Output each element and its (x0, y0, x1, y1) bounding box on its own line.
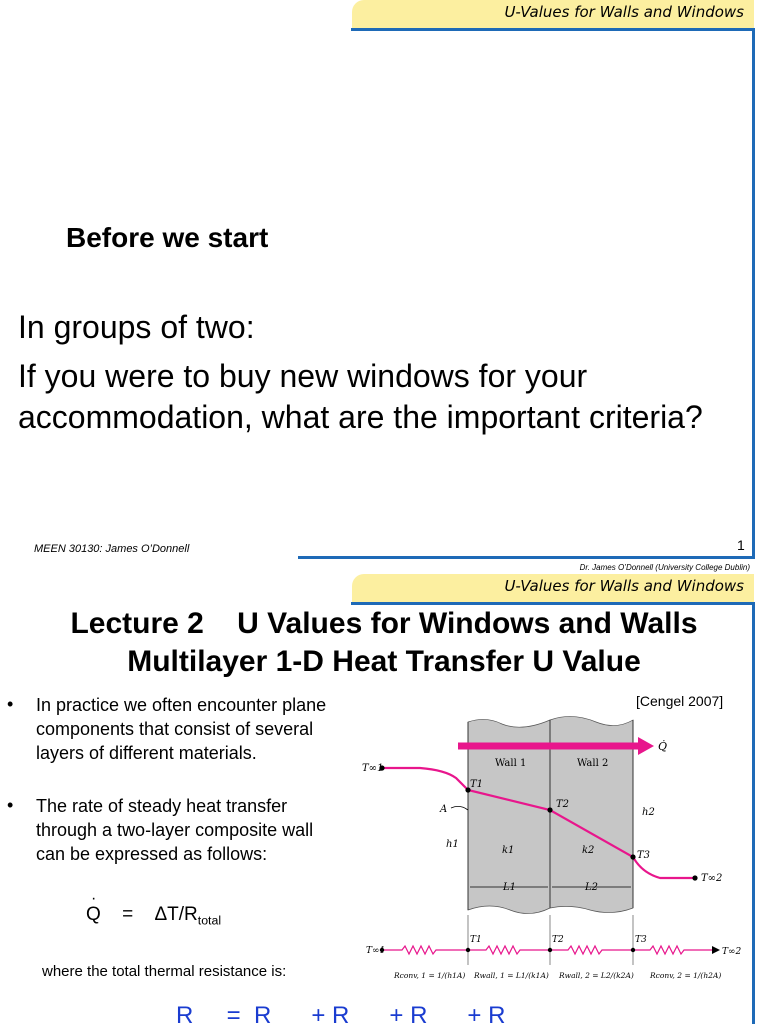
slide-2-title-line-1: Lecture 2 U Values for Windows and Walls (70, 607, 698, 640)
slide-1-prompt-line-2a: If you were to buy new windows for your (18, 358, 588, 394)
slide-1-page-number: 1 (737, 537, 745, 553)
resistance-caption: where the total thermal resistance is: (42, 963, 287, 980)
slide-1-top-rule (351, 28, 755, 31)
bullet-2-line-1: The rate of steady heat transfer (36, 796, 288, 816)
network-end-arrow (712, 946, 720, 954)
heat-rate-label: Q̇ (658, 740, 668, 753)
equation-rhs: ΔT/R (154, 904, 198, 925)
q-dot-symbol (86, 890, 106, 925)
r-conv-2-label: Rconv, 2 = 1/(h2A) (650, 971, 722, 980)
slide-2-top-rule (351, 602, 755, 605)
wall-1-label: Wall 1 (495, 758, 527, 769)
network-t-inf-2: T∞2 (722, 947, 742, 957)
bullet-marker-2: • (7, 795, 14, 815)
q-dot-accent: · (91, 890, 97, 907)
network-t3: T3 (635, 935, 647, 945)
bullet-1-line-3: layers of different materials. (36, 743, 257, 763)
slide-1-right-rule (752, 28, 755, 558)
h2-label: h2 (642, 807, 655, 818)
bullet-1-line-1: In practice we often encounter plane (36, 695, 327, 715)
citation: [Cengel 2007] (636, 693, 724, 709)
thermal-resistance-network (382, 946, 712, 954)
slide-1-heading: Before we start (66, 222, 269, 253)
r-wall-2-label: Rwall, 2 = L2/(k2A) (559, 971, 634, 980)
slide-1-footer-course: MEEN 30130: James O’Donnell (34, 543, 190, 555)
t-inf-2-point (692, 875, 697, 880)
network-node-t2 (548, 948, 552, 952)
network-t-inf-1: T∞1 (366, 946, 386, 956)
bullet-2-line-3: can be expressed as follows: (36, 844, 268, 864)
equation-q: Q (86, 904, 101, 925)
bullet-1-line-2: components that consist of several (36, 719, 314, 739)
equation-rhs-subscript: total (197, 913, 222, 928)
t2-label: T2 (556, 799, 570, 810)
equation-equals: = (122, 904, 134, 925)
network-node-t1 (466, 948, 470, 952)
slide-1-bottom-rule (298, 556, 755, 559)
t-inf-1-label: T∞1 (362, 763, 384, 774)
t3-point (630, 854, 635, 859)
slide-1-prompt-line-2b: accommodation, what are the important criteria? (18, 399, 703, 435)
slide-2-header-title: U-Values for Walls and Windows (504, 577, 744, 595)
equation-heat-rate (86, 890, 222, 928)
network-node-t3 (631, 948, 635, 952)
slide-1-credit: Dr. James O’Donnell (University College Dublin) (579, 563, 750, 572)
t3-label: T3 (637, 850, 651, 861)
network-t1: T1 (470, 935, 482, 945)
slide-1-prompt-line-1: In groups of two: (18, 309, 255, 345)
bullet-2-line-2: through a two-layer composite wall (36, 820, 314, 840)
slide-2-header-tab (352, 574, 754, 604)
bullet-marker-1: • (7, 694, 14, 714)
area-pointer (451, 806, 468, 810)
l1-label: L1 (503, 882, 517, 893)
k1-label: k1 (502, 845, 515, 856)
k2-label: k2 (582, 845, 595, 856)
wall-2-label: Wall 2 (577, 758, 609, 769)
slide-1-header-tab (352, 0, 754, 30)
slide-1-header-title: U-Values for Walls and Windows (504, 3, 744, 21)
slide-2-title-line-2: Multilayer 1-D Heat Transfer U Value (127, 645, 641, 678)
h1-label: h1 (446, 839, 459, 850)
t2-point (547, 807, 552, 812)
r-conv-1-label: Rconv, 1 = 1/(h1A) (394, 971, 466, 980)
l2-label: L2 (585, 882, 599, 893)
r-wall-1-label: Rwall, 1 = L1/(k1A) (474, 971, 549, 980)
t1-label: T1 (470, 779, 484, 790)
area-label: A (440, 804, 448, 815)
composite-wall-diagram (350, 710, 750, 1002)
network-t2: T2 (552, 935, 564, 945)
heat-flow-arrow-head (638, 737, 654, 755)
t-inf-2-label: T∞2 (701, 873, 723, 884)
bottom-equation: R = R + R + R + R (176, 1002, 506, 1029)
